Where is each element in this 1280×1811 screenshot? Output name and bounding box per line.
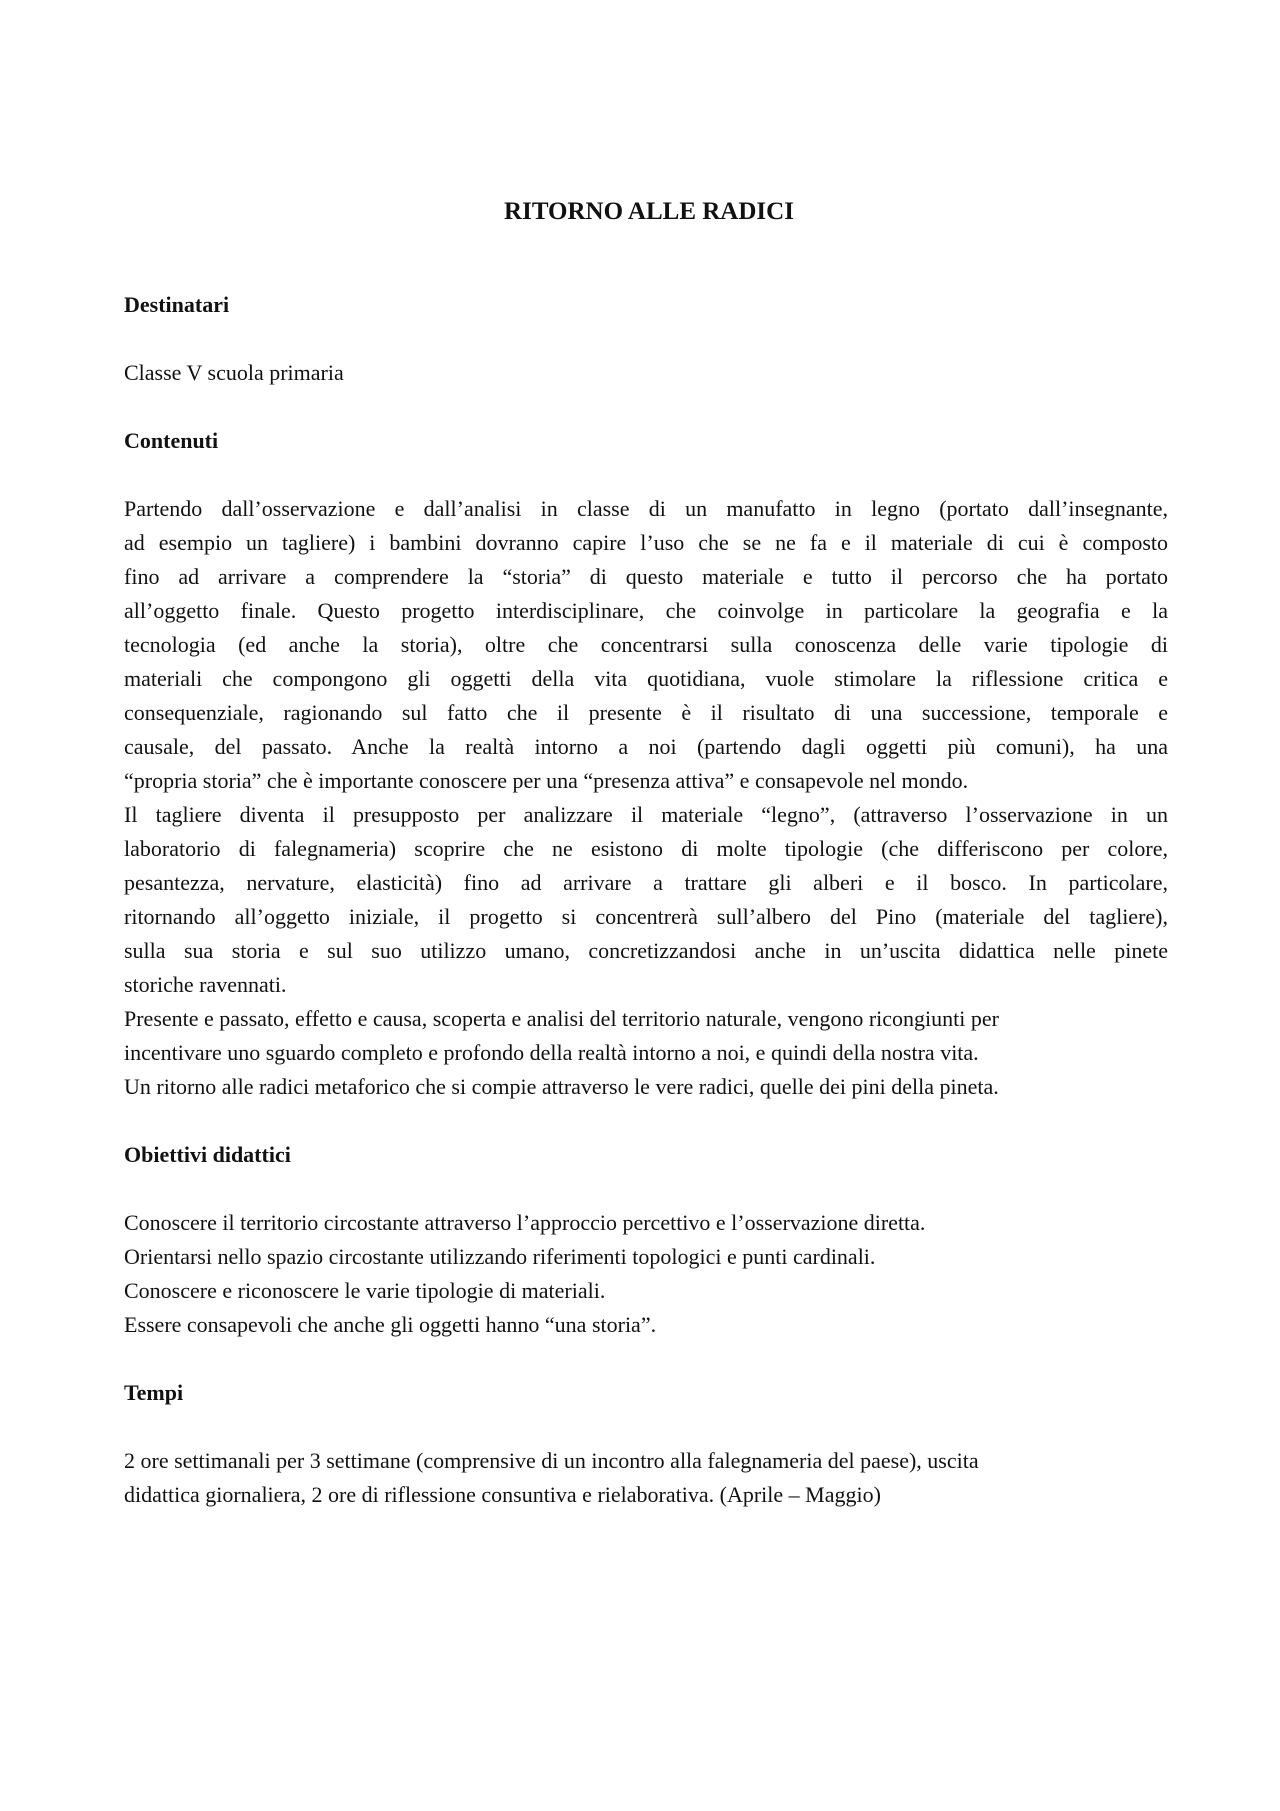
contenuti-paragraph-3 [124,1002,1168,1104]
text-line: didattica giornaliera, 2 ore di riflessione consuntiva e rielaborativa. (Aprile – Maggio) [124,1482,881,1507]
destinatari-text: Classe V scuola primaria [124,360,344,385]
text-line: 2 ore settimanali per 3 settimane (comprensive di un incontro alla falegnameria del paese), uscita [124,1448,979,1473]
text-line: laboratorio di falegnameria) scoprire che ne esistono di molte tipologie (che differiscono per colore, [124,836,1168,861]
text-line: causale, del passato. Anche la realtà intorno a noi (partendo dagli oggetti più comuni), ha una [124,734,1168,759]
text-line: fino ad arrivare a comprendere la “storia” di questo materiale e tutto il percorso che ha portato [124,564,1168,589]
section-heading-destinatari: Destinatari [124,292,230,317]
text-line: storiche ravennati. [124,972,287,997]
contenuti-paragraph-1 [124,492,1168,798]
text-line: sulla sua storia e sul suo utilizzo umano, concretizzandosi anche in un’uscita didattica nelle pinete [124,938,1168,963]
text-line: tecnologia (ed anche la storia), oltre che concentrarsi sulla conoscenza delle varie tipologie di [124,632,1168,657]
text-line: all’oggetto finale. Questo progetto interdisciplinare, che coinvolge in particolare la geografia e la [124,598,1168,623]
text-line: Un ritorno alle radici metaforico che si compie attraverso le vere radici, quelle dei pini della pineta. [124,1074,999,1099]
contenuti-paragraph-2 [124,798,1168,1002]
section-heading-tempi: Tempi [124,1380,184,1405]
text-line: Il tagliere diventa il presupposto per analizzare il materiale “legno”, (attraverso l’osservazione in un [124,802,1168,827]
document-page [124,198,1168,1512]
text-line: ritornando all’oggetto iniziale, il progetto si concentrerà sull’albero del Pino (materiale del tagliere), [124,904,1168,929]
section-heading-obiettivi: Obiettivi didattici [124,1142,291,1167]
text-line: ad esempio un tagliere) i bambini dovranno capire l’uso che se ne fa e il materiale di cui è composto [124,530,1168,555]
list-item: Orientarsi nello spazio circostante utilizzando riferimenti topologici e punti cardinali. [124,1244,876,1269]
section-heading-contenuti: Contenuti [124,428,219,453]
text-line: consequenziale, ragionando sul fatto che il presente è il risultato di una successione, temporale e [124,700,1168,725]
text-line: materiali che compongono gli oggetti della vita quotidiana, vuole stimolare la riflessione critica e [124,666,1168,691]
text-line: Partendo dall’osservazione e dall’analisi in classe di un manufatto in legno (portato dall’insegnante, [124,496,1168,521]
list-item: Essere consapevoli che anche gli oggetti hanno “una storia”. [124,1312,657,1337]
text-line: pesantezza, nervature, elasticità) fino ad arrivare a trattare gli alberi e il bosco. In particolare, [124,870,1168,895]
document-title: RITORNO ALLE RADICI [504,198,794,225]
obiettivi-list [124,1206,1168,1342]
list-item: Conoscere e riconoscere le varie tipologie di materiali. [124,1278,606,1303]
list-item: Conoscere il territorio circostante attraverso l’approccio percettivo e l’osservazione diretta. [124,1210,926,1235]
text-line: “propria storia” che è importante conoscere per una “presenza attiva” e consapevole nel mondo. [124,768,969,793]
text-line: incentivare uno sguardo completo e profondo della realtà intorno a noi, e quindi della nostra vita. [124,1040,979,1065]
tempi-text [124,1444,1168,1512]
text-line: Presente e passato, effetto e causa, scoperta e analisi del territorio naturale, vengono ricongiunti per [124,1006,999,1031]
